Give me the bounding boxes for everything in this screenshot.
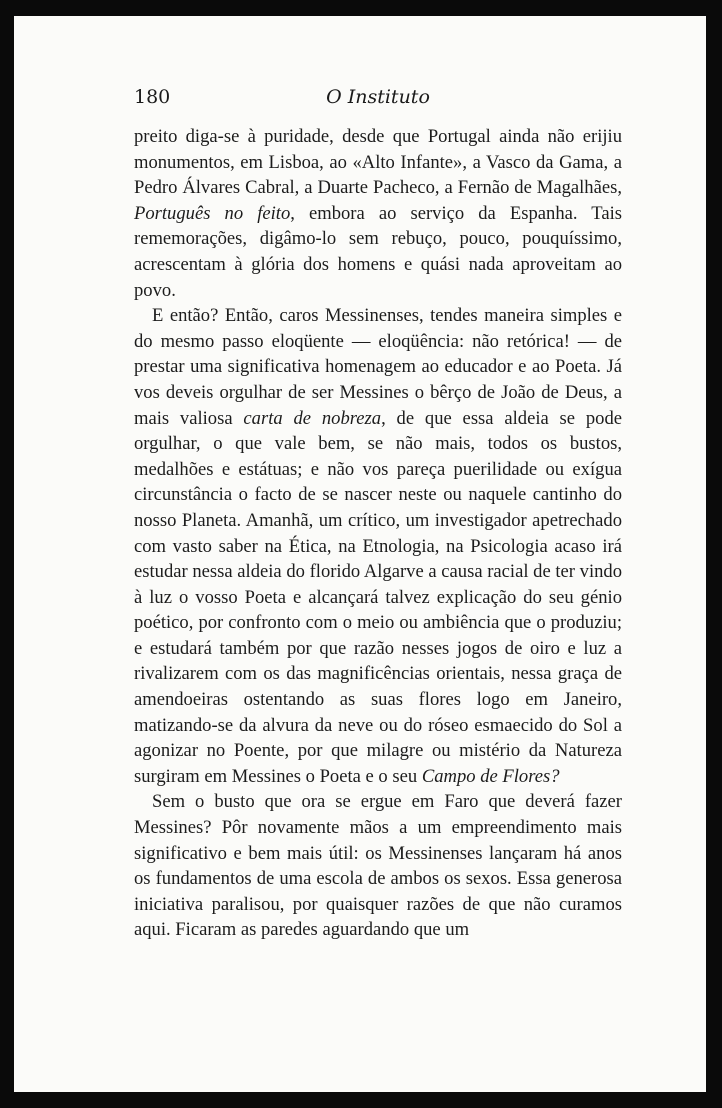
running-title: O Instituto: [326, 86, 430, 108]
text-run: preito diga-se à puridade, desde que Portugal ainda não erijiu monumentos, em Lisboa, ao «Alto Infante», a Vasco da Gama, a Pedro Álvares Cabral, a Duarte Pacheco, a Fernão de Magalhães,: [134, 126, 622, 199]
italic-run: Campo de Flores?: [421, 765, 560, 787]
text-run: , embora ao serviço da Espanha. Tais rememorações, digâmo-lo sem rebuço, pouco, pouquíssimo, acrescentam à glória dos homens e quási nada aproveitam ao povo.: [134, 202, 623, 301]
paragraph-3: [134, 789, 622, 943]
text-run: , de que essa aldeia se pode orgulhar, o que vale bem, se não mais, todos os bustos, medalhões e estátuas; e não vos pareça puerilidade ou exígua circunstância o facto de se nascer neste ou naquele cantinho do nosso Planeta. Amanhã, um crítico, um investigador apetrechado com vasto saber na Ética, na Etnologia, na Psicologia acaso irá estudar nessa aldeia do florido Algarve a causa racial de ter vindo à luz o vosso Poeta e alcançará talvez explicação do seu génio poético, por confronto com o meio ou ambiência que o produziu; e estudará também por que razão nesses jogos de oiro e luz a rivalizarem com os das magnificências orientais, nessa graça de amendoeiras ostentando as suas flores logo em Janeiro, matizando-se da alvura da neve ou do róseo esmaecido do Sol a agonizar no Poente, por que milagre ou mistério da Natureza surgiram em Messines o Poeta e o seu: [134, 407, 622, 787]
page-header: [134, 80, 622, 110]
page-number: 180: [134, 86, 171, 108]
italic-run: carta de nobreza: [243, 407, 382, 429]
body-text: [134, 124, 622, 943]
text-run: Sem o busto que ora se ergue em Faro que deverá fazer Messines? Pôr novamente mãos a um empreendimento mais significativo e bem mais útil: os Messinenses lançaram há anos os fundamentos de uma escola de ambos os sexos. Essa generosa iniciativa paralisou, por quaisquer razões de que não curamos aqui. Ficaram as paredes aguardando que um: [134, 791, 622, 941]
paragraph-2: [134, 303, 622, 789]
italic-run: Português no feito: [134, 202, 291, 224]
text-run: E então? Então, caros Messinenses, tendes maneira simples e do mesmo passo eloqüente — eloqüência: não retórica! — de prestar uma significativa homenagem ao educador e ao Poeta. Já vos deveis orgulhar de ser Messines o bêrço de João de Deus, a mais valiosa: [134, 305, 622, 429]
paragraph-1: [134, 124, 622, 303]
